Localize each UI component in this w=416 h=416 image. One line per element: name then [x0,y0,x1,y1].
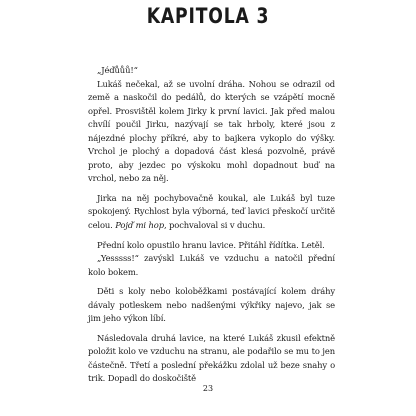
paragraph-text: Jirka na něj pochybovačně koukal, ale Lukáš byl tuze spokojený. Rychlost byla výborná, teď lavici přeskočí určitě celou. [88,192,335,231]
paragraph: Přední kolo opustilo hranu lavice. Přitáhl řídítka. Letěl. [97,239,325,250]
paragraph: Následovala druhá lavice, na které Lukáš zkusil efektně položit kolo ve vzduchu na stranu, ale podařilo se mu to jen částečně. Třetí a poslední překážku zdolal už beze snahy o trik. Dopadl do doskočiště [88,332,335,384]
page-number: 23 [202,384,214,393]
paragraph [88,192,335,233]
paragraph: „Jéďůůů!“ [97,65,138,75]
chapter-body [88,64,335,386]
chapter-title: KAPITOLA 3 [146,4,270,28]
paragraph: „Yesssss!“ zavýskl Lukáš ve vzduchu a natočil přední kolo bokem. [88,253,335,277]
paragraph: Děti s koly nebo koloběžkami postávající kolem dráhy dávaly potleskem nebo nadšenými výkřiky najevo, jak se jim jeho výkon líbí. [88,286,335,324]
paragraph-text: , pochvaloval si v duchu. [163,220,266,231]
italic-thought: Pojď mi hop [115,220,164,231]
paragraph: Lukáš nečekal, až se uvolní dráha. Nohou se odrazil od země a naskočil do pedálů, do kterých se vzápětí mocně opřel. Prosvištěl kolem Jirky k první lavici. Jak před malou chvílí poučil Jirku, nazývají se tak hrboly, které jsou z nájezdné plochy příkré, aby to bajkera vykoplo do výšky. Vrchol je plochý a dopadová část klesá pozvolně, právě proto, aby jezdec po výskoku mohl dopadnout buď na vrchol, nebo za něj. [88,78,335,184]
